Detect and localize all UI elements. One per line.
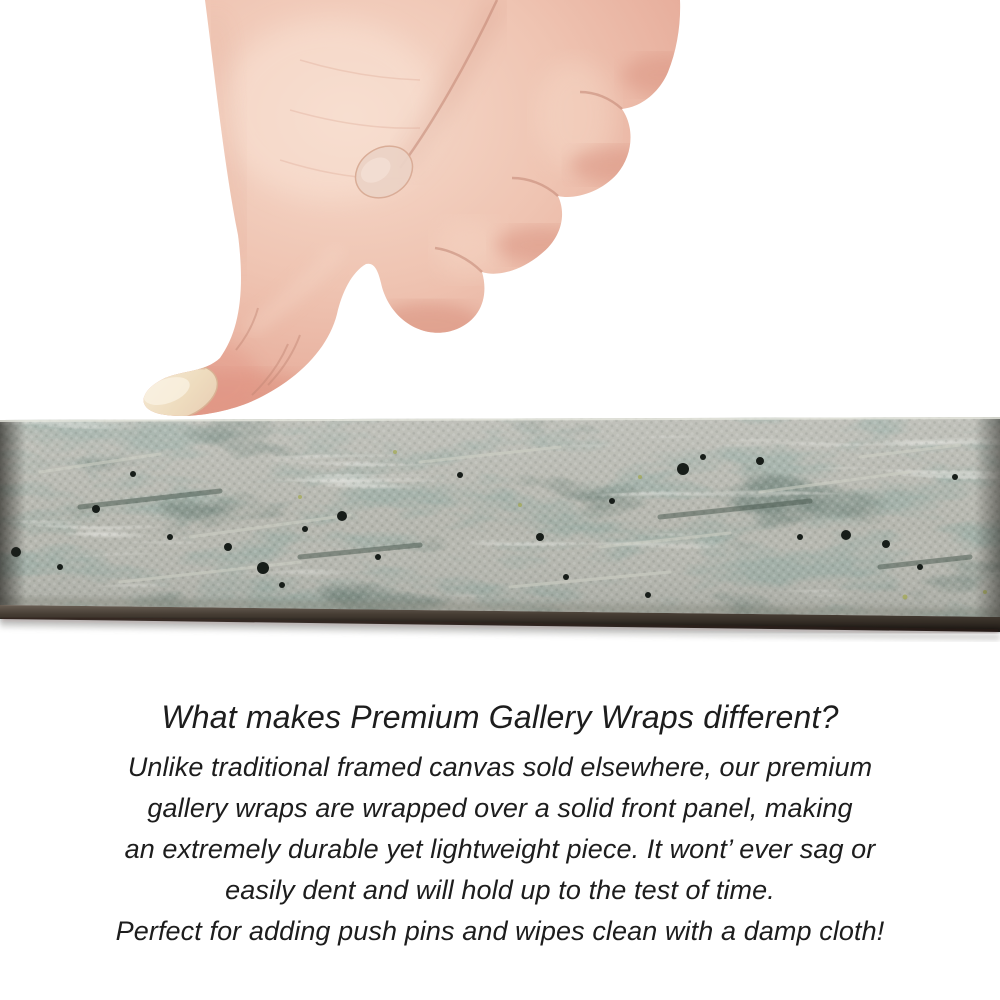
canvas-face <box>0 417 1000 617</box>
body-line-3: an extremely durable yet lightweight piece. It wont’ ever sag or <box>124 834 876 864</box>
hand-photo <box>0 0 1000 425</box>
text-block <box>0 699 1000 952</box>
body-line-2: gallery wraps are wrapped over a solid front panel, making <box>147 793 853 823</box>
body-line-1: Unlike traditional framed canvas sold elsewhere, our premium <box>127 752 873 782</box>
canvas-edge-photo <box>0 417 1000 642</box>
thumb-nail <box>127 354 226 425</box>
body-line-5: Perfect for adding push pins and wipes clean with a damp cloth! <box>115 916 885 946</box>
body-line-4: easily dent and will hold up to the test of time. <box>225 875 775 905</box>
heading: What makes Premium Gallery Wraps different? <box>161 699 839 735</box>
